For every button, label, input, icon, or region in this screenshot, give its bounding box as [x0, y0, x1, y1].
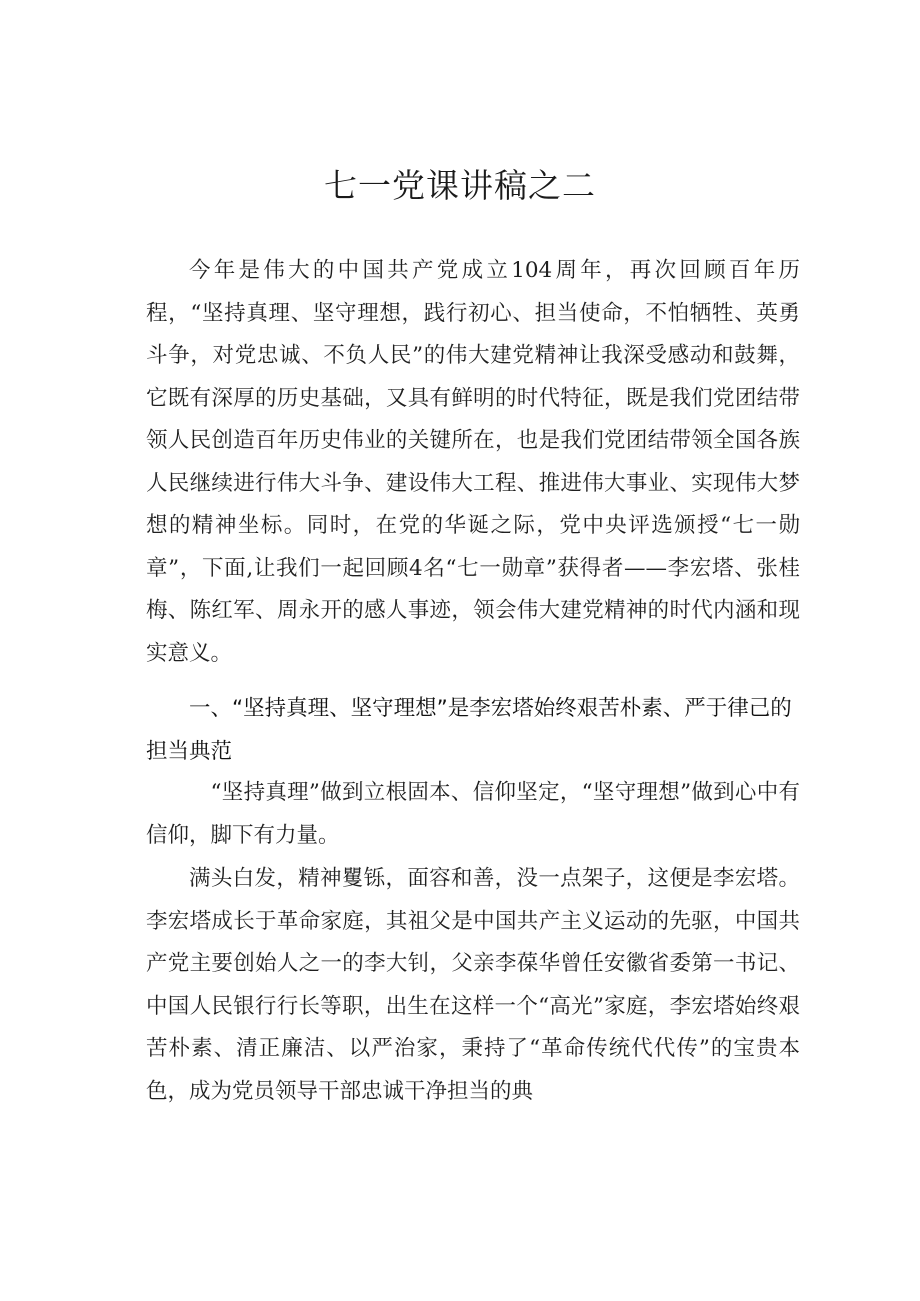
- section-heading-1: 一、“坚持真理、坚守理想”是李宏塔始终艰苦朴素、严于律己的担当典范: [146, 696, 792, 764]
- section-1-body-paragraph: 满头白发，精神矍铄，面容和善，没一点架子，这便是李宏塔。李宏塔成长于革命家庭，其祖父是中国共产主义运动的先驱，中国共产党主要创始人之一的李大钊，父亲李葆华曾任安徽省委第一书记、中国人民银行行长等职，出生在这样一个“高光”家庭，李宏塔始终艰苦朴素、清正廉洁、以严治家，秉持了“革命传统代代传”的宝贵本色，成为党员领导干部忠诚干净担当的典: [146, 866, 800, 1104]
- intro-paragraph: 今年是伟大的中国共产党成立104周年，再次回顾百年历程，“坚持真理、坚守理想，践行初心、担当使命，不怕牺牲、英勇斗争，对党忠诚、不负人民”的伟大建党精神让我深受感动和鼓舞，它既有深厚的历史基础，又具有鲜明的时代特征，既是我们党团结带领人民创造百年历史伟业的关键所在，也是我们党团结带领全国各族人民继续进行伟大斗争、建设伟大工程、推进伟大事业、实现伟大梦想的精神坐标。同时，在党的华诞之际，党中央评选颁授“七一勋章”，下面,让我们一起回顾4名“七一勋章”获得者——李宏塔、张桂梅、陈红军、周永开的感人事迹，领会伟大建党精神的时代内涵和现实意义。: [146, 258, 800, 666]
- section-1-lead-paragraph: “坚持真理”做到立根固本、信仰坚定，“坚守理想”做到心中有信仰，脚下有力量。: [146, 780, 800, 848]
- document-title: 七一党课讲稿之二: [324, 166, 596, 205]
